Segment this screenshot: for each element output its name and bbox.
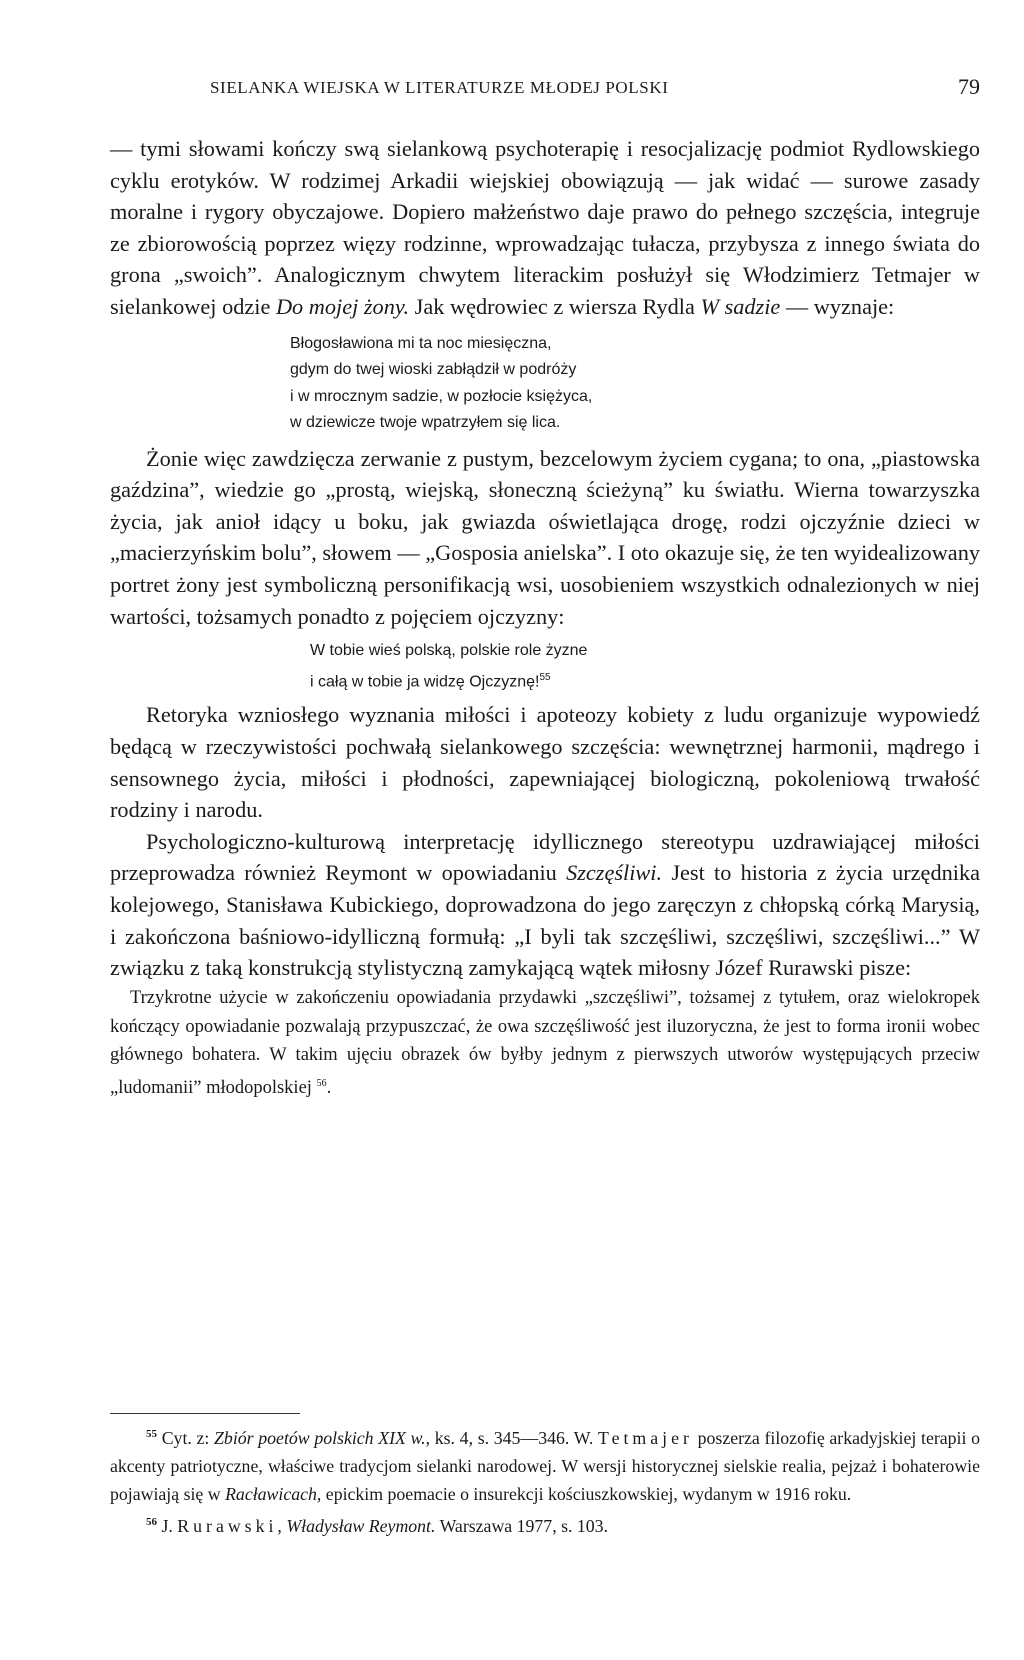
footnote-ref-55[interactable]: 55 <box>539 671 551 683</box>
paragraph-3: Retoryka wzniosłego wyznania miłości i apoteozy kobiety z ludu organizuje wypowiedź będącą w rzeczywistości pochwałą sielankowego szczęścia: wewnętrznej harmonii, mądrego i sensownego życia, miłości i płodności, zapewniającej biologiczną, pokoleniową trwałość rodziny i narodu. <box>110 702 980 823</box>
running-title: SIELANKA WIEJSKA W LITERATURZE MŁODEJ POLSKI <box>210 78 669 97</box>
footnote-title: Racławicach, <box>225 1483 322 1504</box>
footnote-text: Cyt. z: <box>157 1427 215 1448</box>
footnote-text: epickim poemacie o insurekcji kościuszkowskiej, wydanym w 1916 roku. <box>321 1483 852 1504</box>
verse-line: i w mrocznym sadzie, w pozłocie księżyca, <box>290 387 593 405</box>
paragraph-1-text: — tymi słowami kończy swą sielankową psychoterapię i resocjalizację podmiot Rydlowskiego cyklu erotyków. W rodzimej Arkadii wiejskiej obowiązują — jak widać — surowe zasady moralne i rygory obyczajowe. Dopiero małżeństwo daje prawo do pełnego szczęścia, integruje ze zbiorowością poprzez więzy rodzinne, wprowadzając tułacza, przybysza z innego świata do grona „swoich”. Analogicznym chwytem literackim posłużył się Włodzimierz Tetmajer w sielankowej odzie <box>110 136 980 319</box>
paragraph-1 <box>110 133 980 323</box>
block-quote-end: . <box>326 1078 332 1099</box>
paragraph-4 <box>110 826 980 984</box>
verse-line: w dziewicze twoje wpatrzyłem się lica. <box>290 414 561 432</box>
footnote-number: 56 <box>146 1515 157 1528</box>
footnote-ref-56[interactable]: 56 <box>316 1078 327 1090</box>
footnote-author: Tetmajer <box>597 1427 693 1448</box>
block-quote <box>110 984 980 1103</box>
page-number: 79 <box>958 74 980 99</box>
paragraph-1-text-3: — wyznaje: <box>780 293 895 319</box>
paragraph-2: Żonie więc zawdzięcza zerwanie z pustym, bezcelowym życiem cygana; to ona, „piastowska gaździna”, wiedzie go „prostą, wiejską, słoneczną ścieżyną” ku światłu. Wierna towarzyszka życia, jak anioł idący u boku, jak gwiazda oświetlająca drogę, rodzi ojczyźnie dzieci w „macierzyńskim bolu”, słowem — „Gosposia anielska”. I oto okazuje się, że ten wyidealizowany portret żony jest symboliczną personifikacją wsi, uosobieniem wszystkich odnalezionych w niej wartości, tożsamych ponadto z pojęciem ojczyzny: <box>110 445 980 629</box>
footnote-title: Zbiór poetów polskich XIX w. <box>214 1427 426 1448</box>
verse-line-text: i całą w tobie ja widzę Ojczyznę! <box>310 672 540 690</box>
footnote-text: Warszawa 1977, s. 103. <box>435 1515 609 1536</box>
main-text <box>110 133 980 1103</box>
footnote-number: 55 <box>146 1428 157 1440</box>
page-header <box>110 74 980 104</box>
paragraph-4-text: Psychologiczno-kulturową interpretację idyllicznego stereotypu uzdrawiającej miłości przeprowadza również Reymont w opowiadaniu <box>110 828 980 886</box>
title-szczesliwi: Szczęśliwi. <box>566 860 663 886</box>
footnote-text: , <box>277 1515 287 1536</box>
verse-line <box>310 665 980 696</box>
footnote-55 <box>110 1420 980 1508</box>
verse-line: Błogosławiona mi ta noc miesięczna, <box>290 334 552 352</box>
verse-line: gdym do twej wioski zabłądził w podróży <box>290 361 577 379</box>
footnotes <box>110 1420 980 1540</box>
title-w-sadzie: W sadzie <box>700 293 781 319</box>
verse-quote-1 <box>110 331 980 437</box>
paragraph-4-text-2: Jest to historia z życia urzędnika kolejowego, Stanisława Kubickiego, doprowadzona do jego zaręczyn z chłopską córką Marysią, i zakończona baśniowo-idylliczną formułą: „I byli tak szczęśliwi, szczęśliwi, szczęśliwi...” W związku z taką konstrukcją stylistyczną zamykającą wątek miłosny Józef Rurawski pisze: <box>110 860 980 981</box>
verse-line: W tobie wieś polską, polskie role żyzne <box>310 642 588 660</box>
title-do-mojej-zony: Do mojej żony. <box>275 293 410 319</box>
footnote-text: , ks. 4, s. 345—346. W. <box>425 1427 598 1448</box>
verse-quote-2 <box>110 638 980 695</box>
footnote-56 <box>110 1508 980 1540</box>
footnote-divider <box>110 1413 300 1414</box>
footnote-title: Władysław Reymont. <box>286 1515 436 1536</box>
paragraph-1-text-2: Jak wędrowiec z wiersza Rydla <box>409 293 701 319</box>
footnote-author: Rurawski <box>177 1515 278 1536</box>
block-quote-text: Trzykrotne użycie w zakończeniu opowiadania przydawki „szczęśliwi”, tożsamej z tytułem, oraz wielokropek kończący opowiadanie pozwalają przypuszczać, że owa szczęśliwość jest iluzoryczna, że jest to forma ironii wobec głównego bohatera. W takim ujęciu obrazek ów byłby jednym z pierwszych utworów występujących przeciw „ludomanii” młodopolskiej <box>110 987 980 1099</box>
footnote-text: poszerza filozofię arkadyjskiej terapii o akcenty patriotyczne, właściwe tradycjom sielanki narodowej. W wersji historycznej sielskie realia, pejzaż i bohaterowie pojawiają się w <box>110 1427 981 1504</box>
footnote-text: J. <box>157 1515 178 1536</box>
